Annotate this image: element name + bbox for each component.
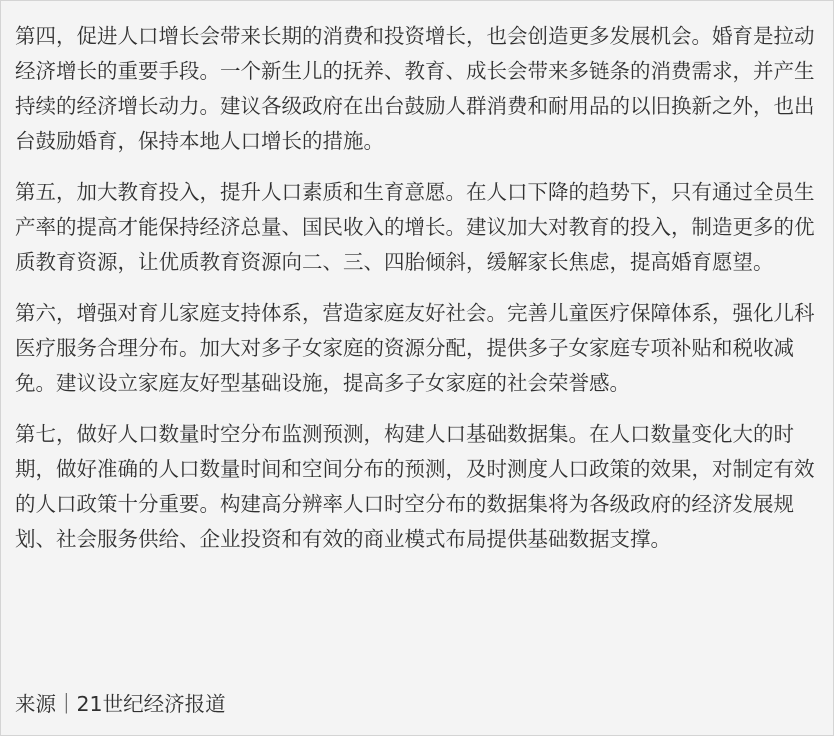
paragraph-5: 第五，加大教育投入，提升人口素质和生育意愿。在人口下降的趋势下，只有通过全员生产率的提高才能保持经济总量、国民收入的增长。建议加大对教育的投入，制造更多的优质教育资源，让优质教育资源向二、三、四胎倾斜，缓解家长焦虑，提高婚育愿望。 [15,180,815,274]
paragraph-7: 第七，做好人口数量时空分布监测预测，构建人口基础数据集。在人口数量变化大的时期，做好准确的人口数量时间和空间分布的预测，及时测度人口政策的效果，对制定有效的人口政策十分重要。构建高分辨率人口时空分布的数据集将为各级政府的经济发展规划、社会服务供给、企业投资和有效的商业模式布局提供基础数据支撑。 [15,422,815,551]
article-source: 来源｜21世纪经济报道 [15,692,226,716]
paragraph-6: 第六，增强对育儿家庭支持体系，营造家庭友好社会。完善儿童医疗保障体系，强化儿科医疗服务合理分布。加大对多子女家庭的资源分配，提供多子女家庭专项补贴和税收减免。建议设立家庭友好型基础设施，提高多子女家庭的社会荣誉感。 [15,301,815,395]
paragraph-4: 第四，促进人口增长会带来长期的消费和投资增长，也会创造更多发展机会。婚育是拉动经济增长的重要手段。一个新生儿的抚养、教育、成长会带来多链条的消费需求，并产生持续的经济增长动力。建议各级政府在出台鼓励人群消费和耐用品的以旧换新之外，也出台鼓励婚育，保持本地人口增长的措施。 [15,24,815,153]
article-body [15,19,825,573]
